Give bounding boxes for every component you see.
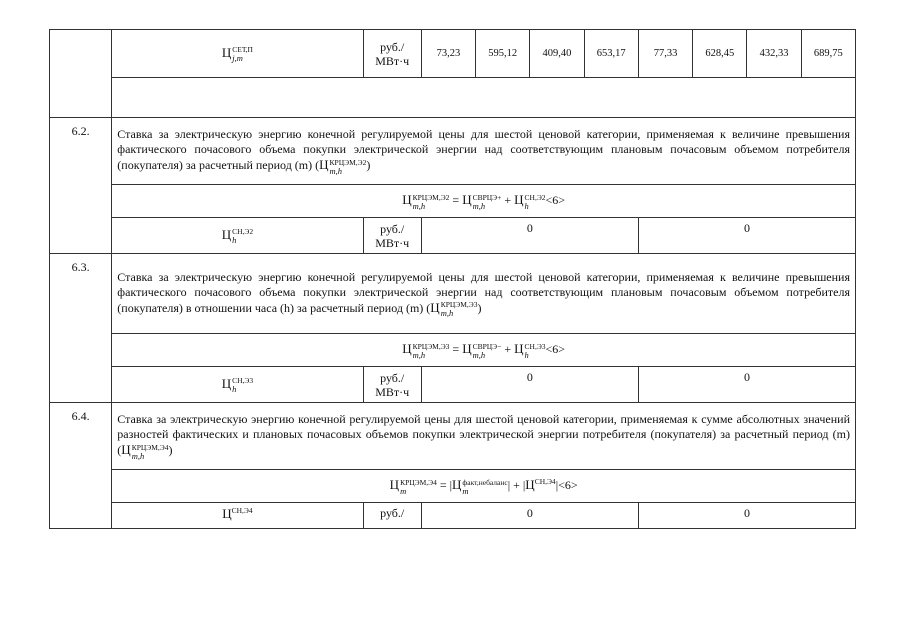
formula-row <box>50 470 856 503</box>
symbol-cell: Ц СН,Э2 h <box>112 218 363 254</box>
desc-sym-sub: m,h <box>131 450 145 461</box>
symbol-cell: $Ц^{СН,Э4}$ <box>112 503 363 529</box>
symbol-sub: j,m <box>232 53 243 64</box>
f-eq: = <box>452 342 460 357</box>
desc-sym-sup: КРЦЭМ,Э2 <box>329 157 367 167</box>
tariff-table <box>49 29 856 529</box>
symbol-sup: СН,Э4 <box>231 506 253 515</box>
section-number: 6.4. <box>50 403 112 529</box>
section-desc-row <box>50 118 856 185</box>
symbol-cell: Ц СН,Э3 h <box>112 367 363 403</box>
unit-line-1: руб./ <box>380 39 405 54</box>
formula-row <box>50 185 856 218</box>
f-t1-sup: СВРЦЭ+ <box>472 192 502 202</box>
symbol-cell <box>112 30 363 78</box>
value-cell: 409,40 <box>530 30 584 78</box>
value-cell: 0 <box>638 503 855 529</box>
formula: Ц КРЦЭМ,Э3 m,h = Ц СВРЦЭ− m,h + Ц СН,Э3 h <6> <box>112 334 856 367</box>
section-desc-row <box>50 254 856 334</box>
f-t2-sup: СН,Э2 <box>524 192 546 202</box>
symbol-sup: СН,Э3 <box>232 376 254 386</box>
section-description: Ставка за электрическую энергию конечной регулируемой цены для шестой ценовой категории, применяемая к сумме абсолютных значений разностей фактических и плановых почасовых объемов покупки электрической энергии потребителя (покупателя) за расчетный период (m) (Ц КРЦЭМ,Э4 m,h ) <box>112 403 856 470</box>
f-t1-sup: СВРЦЭ− <box>472 341 502 351</box>
desc-close: ) <box>168 443 173 458</box>
f-t2-sup: СН,Э3 <box>524 341 546 351</box>
f-eq: = <box>452 193 460 208</box>
table-row <box>50 503 856 529</box>
value-cell: 0 <box>421 218 638 254</box>
unit-line-2: МВт·ч <box>375 384 410 399</box>
unit-line-2: МВт·ч <box>375 235 410 250</box>
desc-text: Ставка за электрическую энергию конечной регулируемой цены для шестой ценовой категории, применяемая к сумме абсолютных значений разностей фактических и плановых почасовых объемов покупки электрической энергии потребителя (покупателя) за расчетный период (m) ( <box>117 412 850 458</box>
table-row <box>50 78 856 118</box>
value-cell: 0 <box>638 218 855 254</box>
formula: Ц КРЦЭМ,Э2 m,h = Ц СВРЦЭ+ m,h + Ц СН,Э2 h <6> <box>112 185 856 218</box>
value-cell: 653,17 <box>584 30 638 78</box>
desc-sym-sup: КРЦЭМ,Э4 <box>131 442 169 452</box>
f-eq: = | <box>439 478 453 493</box>
unit-cell <box>363 30 421 78</box>
desc-sym-sup: КРЦЭМ,Э3 <box>440 300 478 310</box>
section-description: Ставка за электрическую энергию конечной регулируемой цены для шестой ценовой категории, применяемая к величине превышения фактического почасового объема покупки электрической энергии над соответствующим плановым почасовым объемом потребителя (покупателя) в отношении часа (h) за расчетный период (m) (Ц КРЦЭМ,Э3 m,h ) <box>112 254 856 334</box>
unit-cell <box>363 218 421 254</box>
f-t2-sub: h <box>524 349 529 360</box>
value-cell: 432,33 <box>747 30 801 78</box>
unit-cell <box>363 367 421 403</box>
f-tail: <6> <box>545 193 566 208</box>
section-number: 6.3. <box>50 254 112 403</box>
unit-cell <box>363 503 421 529</box>
value-cell: 689,75 <box>801 30 855 78</box>
f-t1-sub: m,h <box>472 200 486 211</box>
f-t2-sub: h <box>524 200 529 211</box>
desc-close: ) <box>366 158 371 173</box>
section-number: 6.2. <box>50 118 112 254</box>
symbol-sup: СЕТ,П <box>232 45 253 55</box>
value-cell: 0 <box>421 367 638 403</box>
f-lhs-sub: m,h <box>412 200 426 211</box>
f-t2-sup: СН,Э4 <box>534 477 556 487</box>
empty-num-cell <box>50 30 112 118</box>
desc-text: Ставка за электрическую энергию конечной регулируемой цены для шестой ценовой категории, применяемая к величине превышения фактического почасового объема покупки электрической энергии над соответствующим плановым почасовым объемом потребителя (покупателя) за расчетный период (m) ( <box>117 127 850 173</box>
value-cell: 77,33 <box>638 30 692 78</box>
value-cell: 0 <box>638 367 855 403</box>
unit-line-1: руб./ <box>380 370 405 385</box>
symbol-sup: СН,Э2 <box>232 227 254 237</box>
unit-line-1: руб./ <box>380 221 405 236</box>
desc-text: Ставка за электрическую энергию конечной регулируемой цены для шестой ценовой категории, применяемая к величине превышения фактического почасового объема покупки электрической энергии над соответствующим плановым почасовым объемом потребителя (покупателя) в отношении часа (h) за расчетный период (m) ( <box>117 269 850 315</box>
value-cell: 0 <box>421 503 638 529</box>
desc-close: ) <box>477 300 482 315</box>
empty-cell <box>112 78 856 118</box>
table-row <box>50 367 856 403</box>
section-desc-row <box>50 403 856 470</box>
value-cell: 595,12 <box>476 30 530 78</box>
f-plus: + <box>504 342 512 357</box>
symbol-sub: h <box>232 384 237 395</box>
desc-sym-sub: m,h <box>329 165 343 176</box>
symbol-sub: h <box>232 235 237 246</box>
symbol-base: Ц <box>221 44 232 60</box>
f-tail: |<6> <box>555 478 578 493</box>
section-description: Ставка за электрическую энергию конечной регулируемой цены для шестой ценовой категории, применяемая к величине превышения фактического почасового объема покупки электрической энергии над соответствующим плановым почасовым объемом потребителя (покупателя) за расчетный период (m) (Ц КРЦЭМ,Э2 m,h ) <box>112 118 856 185</box>
f-t1-sub: m,h <box>472 349 486 360</box>
f-plus: | + | <box>507 478 526 493</box>
f-plus: + <box>504 193 512 208</box>
f-lhs-sub: m <box>400 485 407 496</box>
desc-sym-sub: m,h <box>440 308 454 319</box>
f-tail: <6> <box>545 342 566 357</box>
f-lhs-sub: m,h <box>412 349 426 360</box>
formula-row <box>50 334 856 367</box>
table-row <box>50 30 856 78</box>
f-lhs-sup: КРЦЭМ,Э4 <box>400 477 437 487</box>
f-t1-sup: факт,небаланс <box>462 477 508 487</box>
f-lhs-sup: КРЦЭМ,Э2 <box>412 192 450 202</box>
unit-line-2: МВт·ч <box>375 53 410 68</box>
f-t1-sub: m <box>462 485 469 496</box>
formula: Ц КРЦЭМ,Э4 m = |Ц факт,небаланс m | + $|Ц^{СН,Э4}|<6>$ <box>112 470 856 503</box>
unit-line-1: руб./ <box>380 506 405 520</box>
value-cell: 73,23 <box>421 30 475 78</box>
value-cell: 628,45 <box>693 30 747 78</box>
f-lhs-sup: КРЦЭМ,Э3 <box>412 341 450 351</box>
table-row <box>50 218 856 254</box>
